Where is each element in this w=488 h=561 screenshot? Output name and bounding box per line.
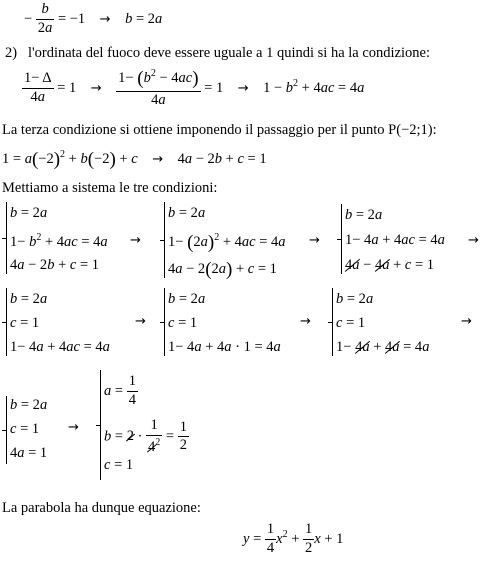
mettiamo-text: Mettiamo a sistema le tre condizioni: xyxy=(2,180,218,196)
final-equation: y = $\frac{1}{4}$ $x^2$ + $\frac{1}{2}$ x + 1 xyxy=(243,521,344,556)
item-text: l'ordinata del fuoco deve essere uguale a 1 quindi si ha la condizione: xyxy=(27,45,430,61)
point-label: P(−2;1): xyxy=(388,122,437,138)
system-brace xyxy=(332,288,333,356)
arrow-icon: → xyxy=(135,314,146,329)
system-brace xyxy=(6,202,7,274)
system-brace xyxy=(164,202,165,278)
terza-condizione-text xyxy=(2,123,437,138)
arrow-icon: → xyxy=(99,11,111,27)
conclusione-text: La parabola ha dunque equazione: xyxy=(2,500,201,516)
arrow-icon: → xyxy=(300,314,311,329)
system-brace xyxy=(164,288,165,356)
arrow-icon: → xyxy=(152,152,164,167)
terza-text: La terza condizione si ottiene imponendo il passaggio per il punto xyxy=(2,122,385,138)
arrow-icon: → xyxy=(130,233,141,248)
arrow-icon: → xyxy=(468,233,479,248)
system-brace xyxy=(6,396,7,464)
arrow-icon: → xyxy=(309,233,320,248)
arrow-icon: → xyxy=(68,420,79,435)
system-brace xyxy=(341,204,342,274)
equation-focus-condition: $\frac{1- \Delta}{4a}$ = 1 → $\frac{1- (b^2 - 4ac)}{4a}$ = 1 → $1 - b^2 + 4ac = 4a$ xyxy=(24,68,365,108)
item-number: 2) xyxy=(5,45,18,61)
arrow-icon: → xyxy=(461,314,472,329)
system-brace xyxy=(100,370,101,480)
item-2-text xyxy=(5,46,430,61)
equation-vertex-condition: − $\frac{b}{2a}$ = −1 → b = 2a xyxy=(24,1,163,36)
arrow-icon: → xyxy=(90,80,102,96)
system-brace xyxy=(6,288,7,356)
equation-point-condition: $1 = a(-2)^2 + b(-2) + c$ → 4a − 2b + c = 1 xyxy=(2,149,267,170)
arrow-icon: → xyxy=(237,80,249,96)
